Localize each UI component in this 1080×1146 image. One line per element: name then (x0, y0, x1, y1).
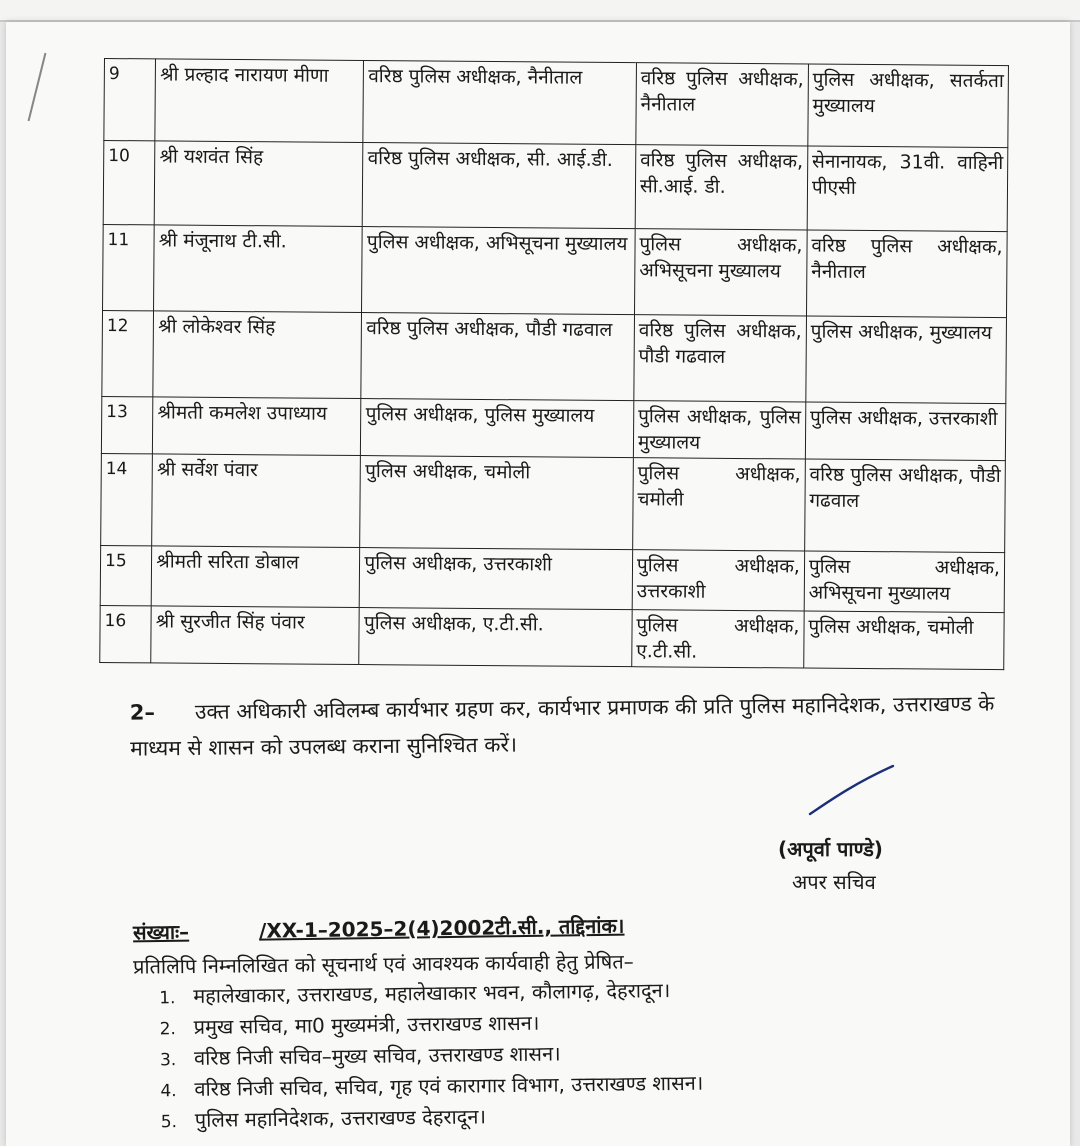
copy-intro: प्रतिलिपि निम्नलिखित को सूचनार्थ एवं आवश्यक कार्यवाही हेतु प्रेषित– (132, 949, 634, 979)
current-post-cell: वरिष्ठ पुलिस अधीक्षक, पौडी गढवाल (361, 313, 634, 401)
previous-page-edge (0, 0, 1080, 22)
reference-number: /XX-1–2025–2(4)2002टी.सी., तद्दिनांक। (258, 913, 625, 943)
current-post-repeat-cell: पुलिस अधीक्षक, ए.टी.सी. (632, 610, 804, 668)
serial-number-cell: 15 (100, 545, 152, 605)
current-post-cell: पुलिस अधीक्षक, चमोली (360, 456, 633, 550)
paragraph-number: 2– (129, 700, 156, 725)
new-post-cell: सेनानायक, 31वी. वाहिनी पीएसी (807, 146, 1008, 232)
officer-name-cell: श्रीमती सरिता डोबाल (151, 546, 360, 608)
current-post-repeat-cell: पुलिस अधीक्षक, चमोली (633, 458, 806, 551)
current-post-cell: पुलिस अधीक्षक, पुलिस मुख्यालय (361, 399, 634, 458)
signatory-name: (अपूर्वा पाण्डे) (778, 837, 883, 861)
new-post-cell: पुलिस अधीक्षक, उत्तरकाशी (805, 402, 1006, 461)
officer-name-cell: श्री यशवंत सिंह (154, 141, 363, 227)
signatory-designation: अपर सचिव (792, 870, 876, 894)
serial-number-cell: 16 (100, 605, 152, 662)
copy-item: 2. प्रमुख सचिव, मा0 मुख्यमंत्री, उत्तराखण्ड शासन। (159, 1010, 540, 1040)
officer-name-cell: श्री सुरजीत सिंह पंवार (151, 606, 360, 665)
current-post-repeat-cell: वरिष्ठ पुलिस अधीक्षक, नैनीताल (636, 63, 809, 146)
current-post-cell: वरिष्ठ पुलिस अधीक्षक, नैनीताल (363, 61, 636, 145)
transfer-table-body (100, 59, 1009, 670)
current-post-repeat-cell: वरिष्ठ पुलिस अधीक्षक, पौडी गढवाल (634, 315, 807, 402)
current-post-repeat-cell: वरिष्ठ पुलिस अधीक्षक, सी.आई. डी. (635, 145, 808, 230)
paragraph-text: उक्त अधिकारी अविलम्ब कार्यभार ग्रहण कर, कार्यभार प्रमाणक की प्रति पुलिस महानिदेशक, उत्तराखण्ड के माध्यम से शासन को उपलब्ध कराना सुनिश्चित करें। (130, 691, 995, 761)
copy-item: 4. वरिष्ठ निजी सचिव, सचिव, गृह एवं कारागार विभाग, उत्तराखण्ड शासन। (160, 1070, 704, 1102)
new-post-cell: वरिष्ठ पुलिस अधीक्षक, नैनीताल (806, 230, 1007, 318)
new-post-cell: पुलिस अधीक्षक, मुख्यालय (806, 316, 1007, 404)
current-post-repeat-cell: पुलिस अधीक्षक, उत्तरकाशी (632, 550, 804, 611)
current-post-cell: पुलिस अधीक्षक, उत्तरकाशी (360, 548, 633, 610)
officer-name-cell: श्री प्रल्हाद नारायण मीणा (155, 59, 364, 143)
current-post-cell: पुलिस अधीक्षक, ए.टी.सी. (359, 608, 632, 667)
table-row (103, 224, 1008, 317)
instruction-paragraph (130, 685, 1011, 766)
serial-number-cell: 14 (101, 453, 153, 545)
serial-number-cell: 11 (103, 224, 155, 310)
current-post-cell: पुलिस अधीक्षक, अभिसूचना मुख्यालय (362, 227, 635, 315)
table-row (101, 453, 1006, 552)
new-post-cell: वरिष्ठ पुलिस अधीक्षक, पौडी गढवाल (805, 459, 1006, 553)
table-row (100, 605, 1004, 669)
current-post-cell: वरिष्ठ पुलिस अधीक्षक, सी. आई.डी. (363, 143, 636, 229)
table-row (101, 396, 1005, 460)
new-post-cell: पुलिस अधीक्षक, अभिसूचना मुख्यालय (804, 551, 1005, 613)
serial-number-cell: 12 (102, 310, 154, 396)
new-post-cell: पुलिस अधीक्षक, सतर्कता मुख्यालय (808, 64, 1009, 148)
paper-crease (28, 53, 47, 121)
table-row (104, 59, 1009, 148)
copy-list (159, 975, 704, 1137)
current-post-repeat-cell: पुलिस अधीक्षक, पुलिस मुख्यालय (633, 401, 805, 459)
serial-number-cell: 9 (104, 59, 156, 141)
reference-label: संख्याः– (132, 919, 190, 945)
officer-name-cell: श्रीमती कमलेश उपाध्याय (153, 397, 362, 456)
serial-number-cell: 13 (101, 396, 153, 453)
table-row (102, 310, 1007, 403)
officer-name-cell: श्री मंजूनाथ टी.सी. (154, 225, 363, 313)
copy-item: 1. महालेखाकार, उत्तराखण्ड, महालेखाकार भवन, कौलागढ़, देहरादून। (159, 978, 671, 1009)
officer-name-cell: श्री लोकेश्वर सिंह (153, 311, 362, 399)
copy-item: 3. वरिष्ठ निजी सचिव–मुख्य सचिव, उत्तराखण्ड शासन। (159, 1041, 561, 1071)
transfer-table (99, 58, 1009, 670)
current-post-repeat-cell: पुलिस अधीक्षक, अभिसूचना मुख्यालय (634, 229, 807, 316)
table-row (103, 141, 1008, 232)
officer-name-cell: श्री सर्वेश पंवार (152, 454, 361, 548)
copy-item: 5. पुलिस महानिदेशक, उत्तराखण्ड देहरादून। (160, 1104, 487, 1133)
signature-mark (808, 764, 896, 818)
new-post-cell: पुलिस अधीक्षक, चमोली (804, 611, 1005, 670)
serial-number-cell: 10 (103, 141, 155, 225)
table-row (100, 545, 1004, 612)
